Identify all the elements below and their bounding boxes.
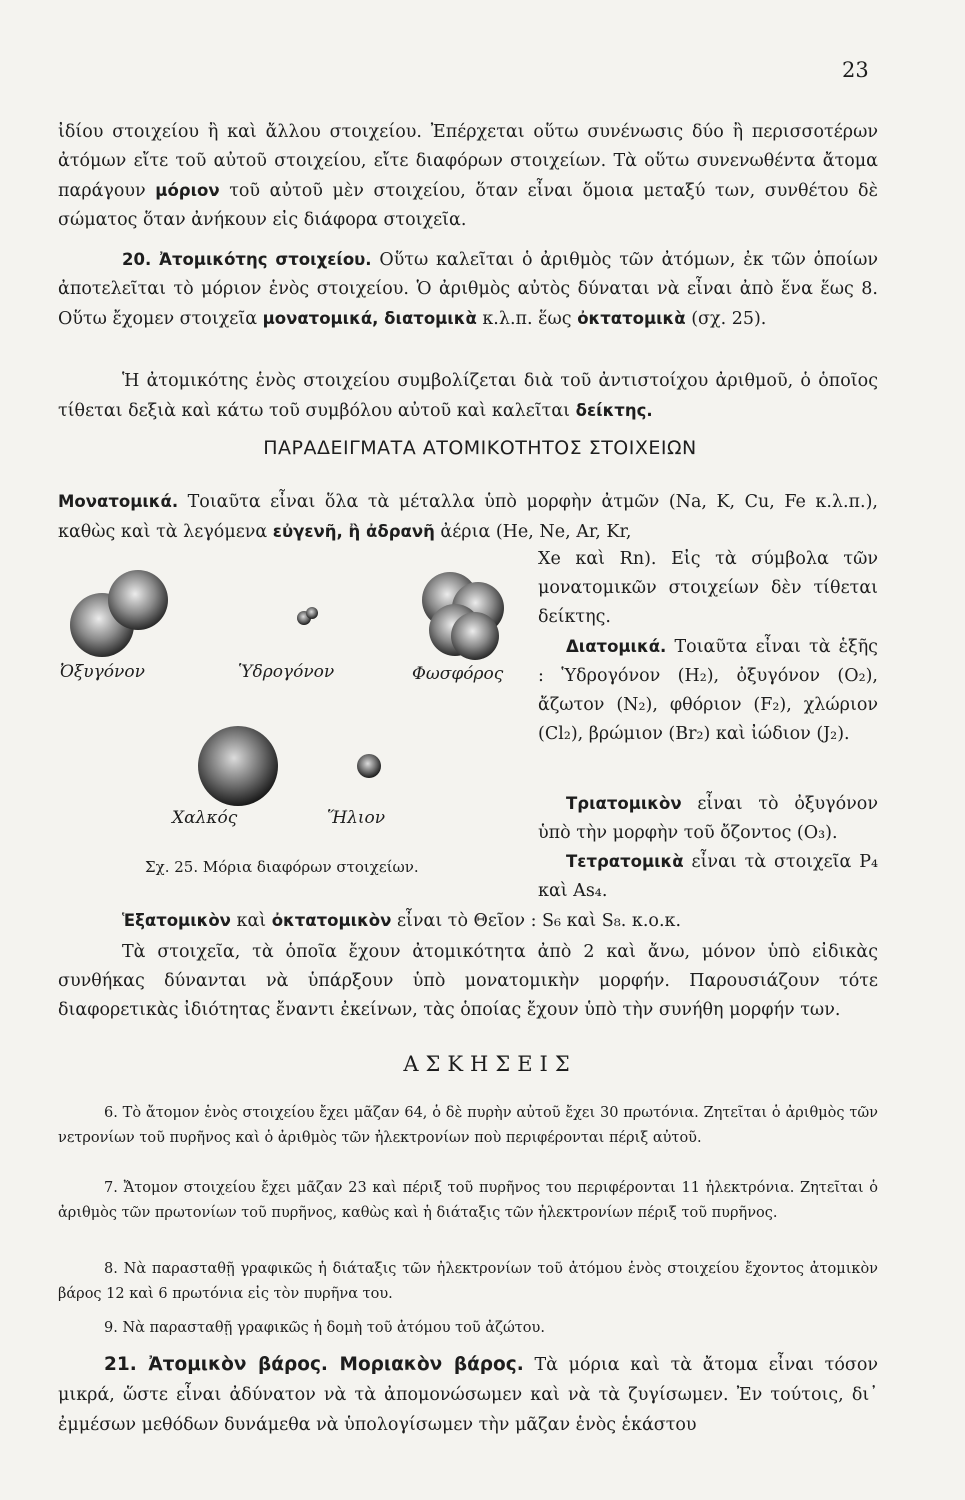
examples-heading: ΠΑΡΑΔΕΙΓΜΑΤΑ ΑΤΟΜΙΚΟΤΗΤΟΣ ΣΤΟΙΧΕΙΩΝ: [263, 437, 697, 459]
monatomic-paragraph: Μονατομικά. Τοιαῦτα εἶναι ὅλα τὰ μέταλλα ὑπὸ μορφὴν ἀτμῶν (Na, K, Cu, Fe κ.λ.π.), καθὼς καὶ τὰ λεγόμενα εὐγενῆ, ἢ ἀδρανῆ ἀέρια (He, Ne, Ar, Kr,: [58, 492, 878, 542]
label-hydrogen: Ὑδρογόνον: [238, 662, 335, 682]
hydrogen-atom-2: [306, 607, 318, 619]
hexatomic-paragraph: Ἑξατομικὸν καὶ ὀκτατομικὸν εἶναι τὸ Θεῖον : S₆ καὶ S₈. κ.ο.κ.: [122, 911, 682, 931]
paragraph-intro: ἰδίου στοιχείου ἢ καὶ ἄλλου στοιχείου. Ἐπέρχεται οὕτω συνένωσις δύο ἢ περισσοτέρων ἀτόμων εἴτε τοῦ αὐτοῦ στοιχείου, εἴτε διαφόρων στοιχείων. Τὰ οὕτω συνενωθέντα ἄτομα παράγουν μόριον τοῦ αὐτοῦ μὲν στοιχείου, ὅταν εἶναι ὅμοια μεταξύ των, συνθέτου δὲ σώματος ὅταν ἀνήκουν εἰς διάφορα στοιχεῖα.: [58, 122, 878, 230]
label-oxygen: Ὀξυγόνον: [60, 662, 145, 682]
figure-caption: Σχ. 25. Μόρια διαφόρων στοιχείων.: [145, 858, 419, 876]
exercises-heading: ΑΣΚΗΣΕΙΣ: [403, 1052, 577, 1076]
paragraph-deiktis: Ἡ ἀτομικότης ἑνὸς στοιχείου συμβολίζεται διὰ τοῦ ἀντιστοίχου ἀριθμοῦ, ὁ ὁποῖος τίθεται δεξιὰ καὶ κάτω τοῦ συμβόλου αὐτοῦ καὶ καλεῖται δείκτης.: [58, 371, 878, 421]
exercise-6: 6. Τὸ ἄτομον ἑνὸς στοιχείου ἔχει μᾶζαν 64, ὁ δὲ πυρὴν αὐτοῦ ἔχει 30 πρωτόνια. Ζητεῖται ὁ ἀριθμὸς τῶν νετρονίων τοῦ πυρῆνος καὶ ὁ ἀριθμὸς τῶν ἠλεκτρονίων ποὺ περιφέρονται πέριξ αὐτοῦ.: [58, 1105, 878, 1146]
label-phosphorus: Φωσφόρος: [412, 664, 504, 684]
section-20-title: 20. Ἀτομικότης στοιχείου.: [122, 250, 372, 269]
label-copper: Χαλκός: [172, 808, 238, 828]
monatomic-continued: Xe καὶ Rn). Εἰς τὰ σύμβολα τῶν μονατομικῶν στοιχείων δὲν τίθεται δείκτης.: [538, 549, 878, 627]
exercise-7: 7. Ἄτομον στοιχείου ἔχει μᾶζαν 23 καὶ πέριξ τοῦ πυρῆνος του περιφέρονται 11 ἠλεκτρόνια. Ζητεῖται ὁ ἀριθμὸς τῶν πρωτονίων τοῦ πυρῆνος, καθὼς καὶ ἡ διάταξις τῶν ἠλεκτρονίων πέριξ τοῦ πυρῆνος.: [58, 1180, 878, 1221]
helium-atom: [357, 754, 381, 778]
exercise-8: 8. Νὰ παρασταθῇ γραφικῶς ἡ διάταξις τῶν ἠλεκτρονίων τοῦ ἀτόμου ἑνὸς στοιχείου ἔχοντος ἀτομικὸν βάρος 12 καὶ 6 πρωτόνια εἰς τὸν πυρῆνα του.: [58, 1261, 878, 1302]
copper-atom: [198, 726, 278, 806]
diatomic-paragraph: Διατομικά. Τοιαῦτα εἶναι τὰ ἑξῆς : Ὑδρογόνον (H₂), ὀξυγόνον (O₂), ἄζωτον (N₂), φθόριον (F₂), χλώριον (Cl₂), βρώμιον (Br₂) καὶ ἰώδιον (J₂).: [538, 637, 878, 744]
phosphorus-atom-4: [451, 612, 499, 660]
molecule-drawing: [60, 570, 530, 900]
section-20: 20. Ἀτομικότης στοιχείου. Οὕτω καλεῖται ὁ ἀριθμὸς τῶν ἀτόμων, ἐκ τῶν ὁποίων ἀποτελεῖται τὸ μόριον ἑνὸς στοιχείου. Ὁ ἀριθμὸς αὐτὸς δύναται νὰ εἶναι ἀπὸ ἕνα ἕως 8. Οὕτω ἔχομεν στοιχεῖα μονατομικά, διατομικὰ κ.λ.π. ἕως ὀκτατομικὰ (σχ. 25).: [58, 250, 878, 329]
tetratomic-paragraph: Τετρατομικὰ εἶναι τὰ στοιχεῖα P₄ καὶ As₄.: [538, 852, 878, 901]
paragraph-special: Τὰ στοιχεῖα, τὰ ὁποῖα ἔχουν ἀτομικότητα ἀπὸ 2 καὶ ἄνω, μόνον ὑπὸ εἰδικὰς συνθήκας δύνανται νὰ ὑπάρξουν ὑπὸ μονατομικὴν μορφήν. Παρουσιάζουν τότε διαφορετικὰς ἰδιότητας ἔναντι ἐκείνων, τὰς ὁποίας ἔχουν ὑπὸ τὴν συνήθη μορφήν των.: [58, 942, 878, 1020]
term-morion: μόριον: [155, 181, 220, 200]
figure-25: [60, 570, 530, 900]
oxygen-atom-2: [108, 570, 168, 630]
label-helium: Ἥλιον: [327, 808, 386, 828]
section-21: 21. Ἀτομικὸν βάρος. Μοριακὸν βάρος. Τὰ μόρια καὶ τὰ ἄτομα εἶναι τόσον μικρά, ὥστε εἶναι ἀδύνατον νὰ τὰ ἀπομονώσωμεν καὶ νὰ τὰ ζυγίσωμεν. Ἐν τούτοις, δι᾽ ἐμμέσων μεθόδων δυνάμεθα νὰ ὑπολογίσωμεν τὴν μᾶζαν ἑνὸς ἑκάστου: [58, 1354, 878, 1435]
page-number: 23: [842, 58, 869, 82]
triatomic-paragraph: Τριατομικὸν εἶναι τὸ ὀξυγόνον ὑπὸ τὴν μορφὴν τοῦ ὄζοντος (O₃).: [538, 794, 878, 843]
exercise-9: 9. Νὰ παρασταθῇ γραφικῶς ἡ δομὴ τοῦ ἀτόμου τοῦ ἀζώτου.: [104, 1320, 545, 1336]
